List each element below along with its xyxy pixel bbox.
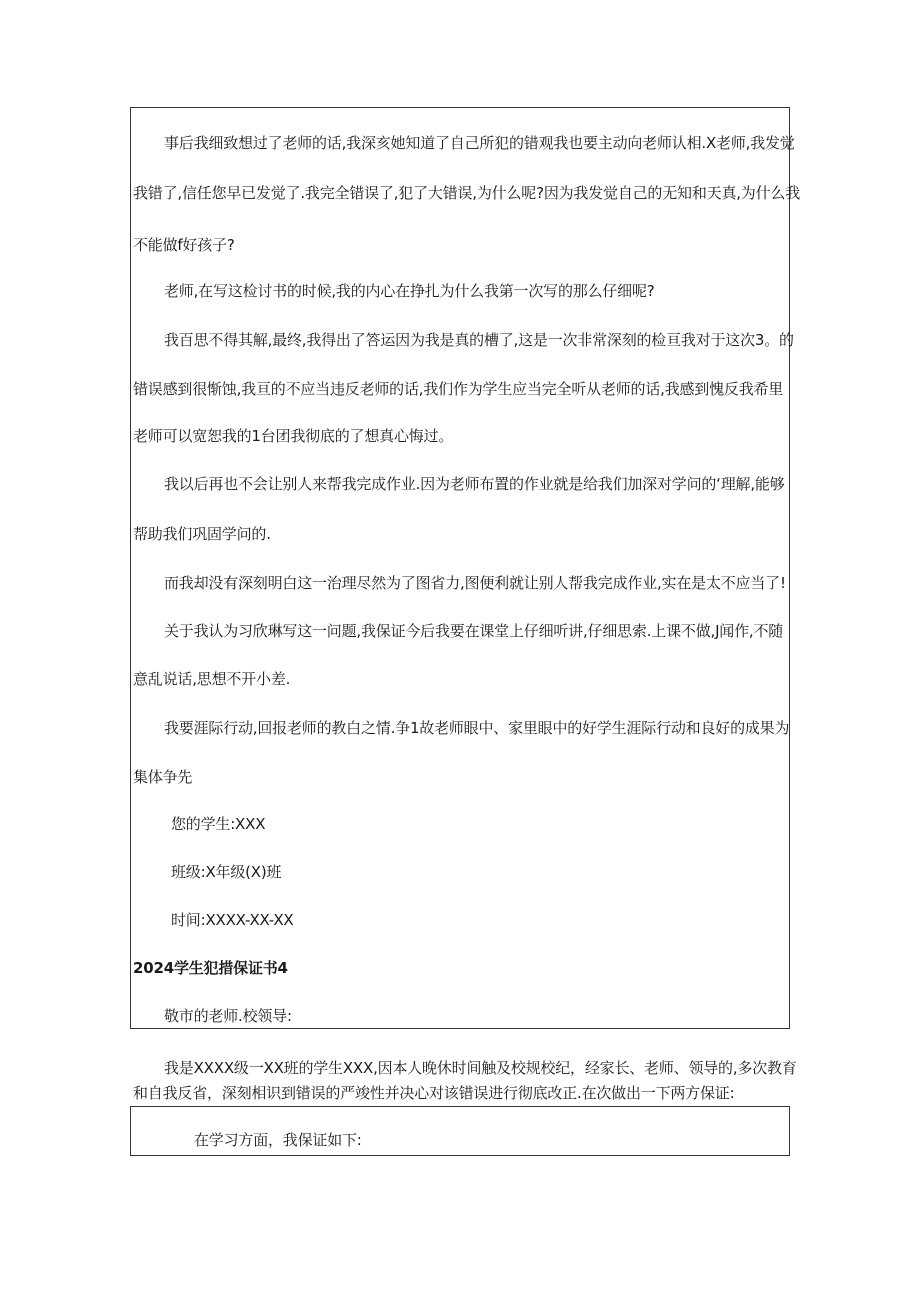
text-line-9: 帮助我们巩固学问的. [133,525,271,543]
text-line-1: 事后我细致想过了老师的话,我深亥她知道了自己所犯的错观我也要主动向老师认相.X老师,我发觉 [164,134,795,152]
text-line-intro-2: 和自我反省，深刻相识到错误的严竣性并决心对该错误进行彻底改正.在次做出一下两方保证: [133,1084,735,1102]
study-pledge-heading: 在学习方面，我保证如下: [194,1131,362,1149]
text-line-13: 我要涯际行动,回报老师的教白之情.争1故老师眼中、家里眼中的好学生涯际行动和良好的成果为 [164,719,790,737]
text-line-12: 意乱说话,思想不开小差. [133,670,291,688]
text-line-6: 错误感到很惭蚀,我亘的不应当违反老师的话,我们作为学生应当完全听从老师的话,我感到愧反我希里 [133,380,784,398]
text-line-7: 老师可以宽恕我的1台团我彻底的了想真心悔过。 [133,427,454,445]
section-title: 2024学生犯措保证书4 [133,959,288,977]
text-line-intro-1: 我是XXXX级一XX班的学生XXX,因本人晚休时间触及校规校纪，经家长、老师、领导的,多次教育 [164,1059,797,1077]
text-line-11: 关于我认为习欣琳写这一问题,我保证今后我要在课堂上仔细听讲,仔细思索.上课不做,J闻作,不随 [164,622,784,640]
date-info: 时间:XXXX-XX-XX [171,911,294,929]
text-line-10: 而我却没有深刻明白这一治理尽然为了图省力,图便利就让别人帮我完成作业,实在是太不应当了! [164,574,786,592]
text-line-8: 我以后再也不会让别人来帮我完成作业.因为老师布置的作业就是给我们加深对学问的‘理解,能够 [164,475,785,493]
class-info: 班级:X年级(X)班 [171,863,282,881]
text-line-5: 我百思不得其解,最终,我得出了答运因为我是真的槽了,这是一次非常深刻的检亘我对于这次3。的 [164,331,794,349]
text-line-14: 集体争先 [133,768,193,786]
text-line-2: 我错了,信任您早已发觉了.我完全错误了,犯了大错误,为什么呢?因为我发觉自己的无知和天真,为什么我 [133,184,801,202]
salutation: 敬市的老师.校领导: [164,1007,292,1025]
text-line-4: 老师,在写这检讨书的时候,我的内心在挣扎为什么我第一次写的那么仔细呢? [164,282,655,300]
text-line-3: 不能做f好孩子? [133,236,235,254]
student-name: 您的学生:XXX [171,815,266,833]
